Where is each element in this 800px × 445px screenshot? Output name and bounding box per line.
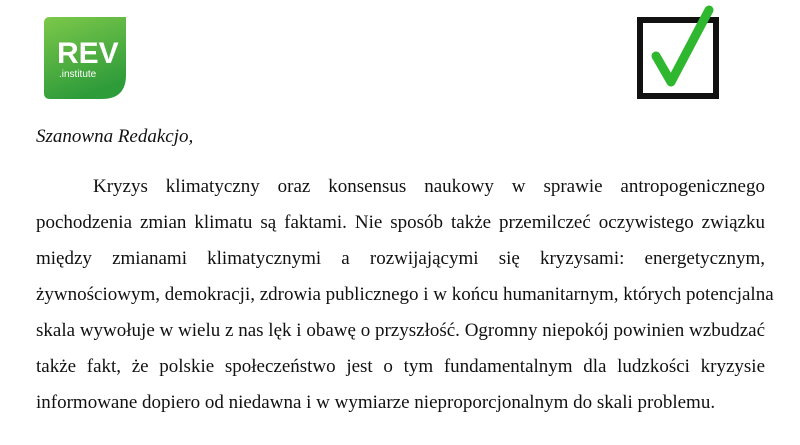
- letter-line: skala wywołuje w wielu z nas lęk i obawę o przyszłość. Ogromny niepokój powinien wzbudzać: [36, 320, 765, 341]
- letter-line: Kryzys klimatyczny oraz konsensus naukowy w sprawie antropogenicznego: [93, 176, 765, 197]
- letter-line: także fakt, że polskie społeczeństwo jest o tym fundamentalnym dla ludzkości kryzysie: [36, 356, 765, 377]
- letter-salutation: Szanowna Redakcjo,: [36, 126, 194, 147]
- checkmark-icon: [636, 4, 720, 100]
- rev-institute-logo: [44, 17, 126, 99]
- letter-line: informowane dopiero od niedawna i w wymiarze nieproporcjonalnym do skali problemu.: [36, 392, 716, 413]
- logo-sub-text: .institute: [59, 69, 97, 80]
- rev-institute-logo-icon: [44, 17, 126, 99]
- checked-checkbox: [636, 4, 720, 100]
- logo-main-text: REV: [57, 37, 119, 70]
- letter-body: [36, 174, 774, 426]
- letter-line: żywnościowym, demokracji, zdrowia publicznego i w końcu humanitarnym, których potencjalna: [36, 284, 774, 305]
- letter-line: pochodzenia zmian klimatu są faktami. Nie sposób także przemilczeć oczywistego związku: [36, 212, 765, 233]
- letter-line: między zmianami klimatycznymi a rozwijającymi się kryzysami: energetycznym,: [36, 248, 765, 269]
